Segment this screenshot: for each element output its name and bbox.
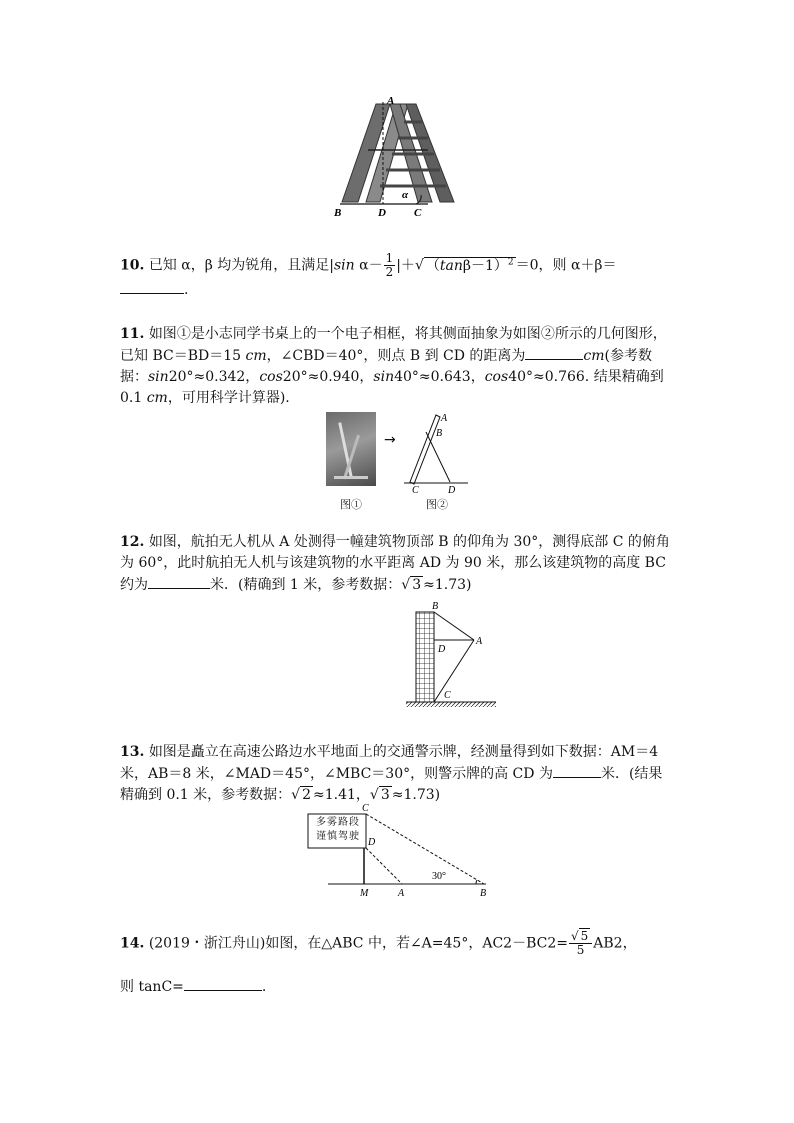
question-11: 11. 如图①是小志同学书桌上的一个电子相框，将其侧面抽象为如图②所示的几何图形，已知 BC＝BD＝15 cm，∠CBD＝40°，则点 B 到 CD 的距离为 cm(参考数据：sin20°≈0.342，cos20°≈0.940，sin40°≈0.643，cos40°≈0.766. 结果精确到 0.1 cm，可用科学计算器). [120,326,667,406]
label-a: A [398,888,405,899]
label-d: D [378,207,386,219]
label-c: C [444,690,451,701]
label-a: A [441,413,448,424]
line-bc [366,814,484,884]
sqrt-sign: √ [291,787,301,803]
ladder-figure [328,92,468,222]
ground-hatch [406,702,496,707]
sign-text: 多雾路段 谨慎驾驶 [316,817,360,842]
question-number: 12. [120,534,145,550]
arrow-icon: → [384,432,396,448]
fraction: $\frac{1}{2}$ [385,251,394,280]
answer-blank[interactable] [525,345,583,360]
question-14: 14. (2019・浙江舟山)如图，在△ABC 中，若∠A=45°，AC2－BC2= $\frac{√ 5}{5}$ AB2， [120,929,637,957]
fraction: $\frac{√ 5}{5}$ [569,930,592,957]
label-d: D [448,485,456,496]
answer-blank[interactable] [148,574,210,589]
frame-diagram [404,412,476,496]
question-number: 14. [120,935,145,952]
building-figure [404,598,498,710]
question-number: 11. [120,326,145,342]
sqrt-sign: √ [401,577,411,593]
caption-1: 图① [340,498,362,511]
label-c: C [412,485,419,496]
answer-blank[interactable] [553,763,601,778]
label-d: D [368,837,376,848]
label-b: B [432,601,439,612]
angle-arc [476,880,477,884]
building [416,612,434,702]
label-b: B [480,888,487,899]
label-b: B [334,207,342,219]
angle-label: 30° [432,871,446,882]
question-number: 13. [120,744,145,760]
question-14-line2: 则 tanC= . [120,976,676,998]
frame-figure [326,412,476,512]
sign-figure [316,800,490,900]
label-alpha: α [402,189,409,201]
question-number: 10. [120,257,145,274]
label-d: D [438,644,446,655]
label-a: A [387,95,395,107]
label-a: A [476,636,483,647]
line-ad [366,848,402,884]
sign-diagram [326,800,490,900]
label-c: C [414,207,422,219]
question-10: 10. 已知 α，β 均为锐角，且满足|sin α－ $\frac{1}{2}$ |＋√ $(\tan\beta-1)^2 =0$，则 α＋β＝ . [120,251,617,299]
label-b: B [436,428,443,439]
sqrt-sign: √ [414,257,424,274]
line-ab [434,612,474,640]
sqrt-sign: √ [369,787,379,803]
answer-blank[interactable] [184,976,262,991]
question-13: 13. 如图是矗立在高速公路边水平地面上的交通警示牌，经测量得到如下数据：AM＝4 米，AB＝8 米，∠MAD＝45°，∠MBC＝30°，则警示牌的高 CD 为 米．(结果精确到 0.1 米，参考数据：√ 2 ≈1.41，√ 3 ≈1.73) [120,744,663,803]
label-c: C [362,803,369,814]
label-m: M [360,888,369,899]
frame-photo [326,412,376,486]
sqrt-radicand: $(\tan\beta-1)^2$ [425,257,514,274]
answer-blank[interactable] [120,279,184,294]
question-12: 12. 如图，航拍无人机从 A 处测得一幢建筑物顶部 B 的仰角为 30°，测得底部 C 的俯角为 60°，此时航拍无人机与该建筑物的水平距离 AD 为 90 米，那么该建筑物的高度 BC 约为 米．(精确到 1 米，参考数据：√ 3 ≈1.73) [120,534,670,593]
caption-2: 图② [426,498,448,511]
